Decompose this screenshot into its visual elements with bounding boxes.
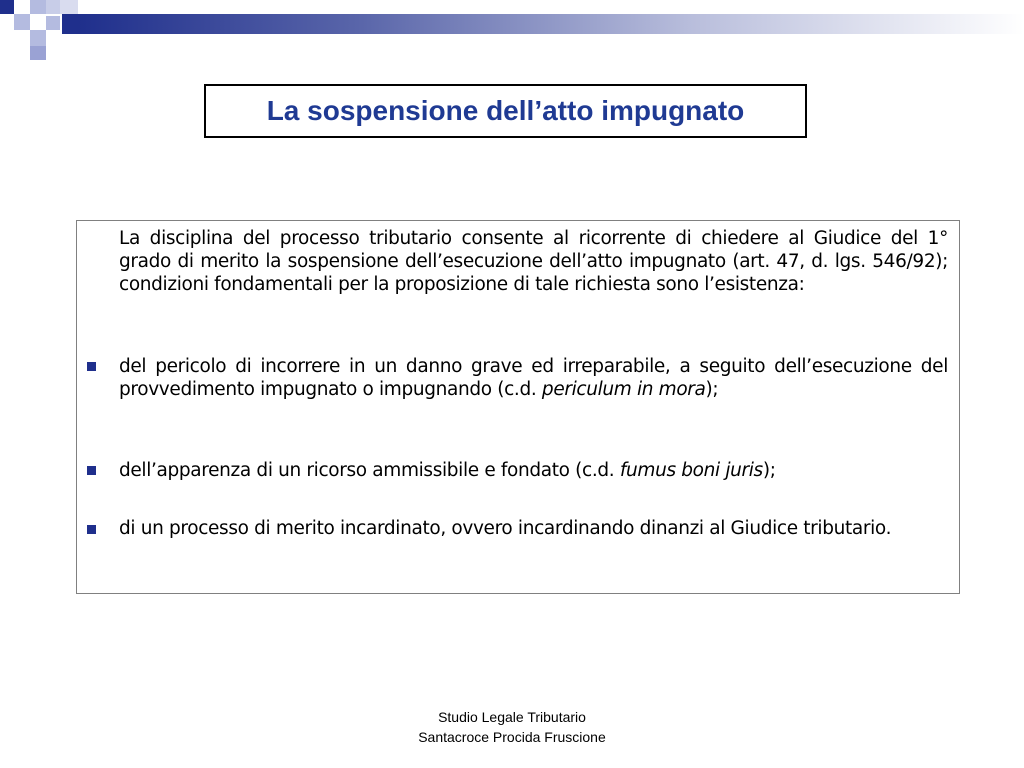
decor-square-1: [0, 0, 14, 14]
bullet-1-after: );: [705, 379, 719, 400]
footer-line-1: Studio Legale Tributario: [438, 709, 586, 725]
bullet-square-icon: [87, 466, 96, 475]
decor-square-7: [62, 14, 78, 34]
bullet-item-3: [119, 517, 948, 540]
decor-square-5: [46, 0, 60, 14]
decor-square-8: [46, 16, 60, 30]
header-gradient-bar: [78, 14, 1024, 34]
bullet-item-2: [119, 459, 948, 482]
bullet-2-after: );: [762, 460, 776, 481]
intro-paragraph: La disciplina del processo tributario consente al ricorrente di chiedere al Giudice del 1° grado di merito la sospensione dell’esecuzione dell’atto impugnato (art. 47, d. lgs. 546/92); condizioni fondamentali per la proposizione di tale richiesta sono l’esistenza:: [119, 228, 948, 295]
bullet-1-italic: periculum in mora: [541, 379, 706, 400]
bullet-3-text: di un processo di merito incardinato, ovvero incardinando dinanzi al Giudice tributario.: [119, 518, 892, 539]
decor-square-10: [14, 30, 28, 46]
footer: [380, 707, 644, 747]
bullet-square-icon: [87, 362, 96, 371]
bullet-2-italic: fumus boni juris: [619, 460, 763, 481]
footer-line-2: Santacroce Procida Fruscione: [418, 729, 606, 745]
decor-square-6: [60, 0, 78, 14]
decor-square-11: [30, 46, 46, 60]
bullet-item-1: [119, 355, 948, 401]
slide-title: La sospensione dell’atto impugnato: [266, 95, 745, 126]
decor-square-4: [30, 0, 46, 14]
content-box: [76, 220, 960, 594]
bullet-2-text: dell’apparenza di un ricorso ammissibile e fondato (c.d.: [119, 460, 620, 481]
bullet-1-text: del pericolo di incorrere in un danno grave ed irreparabile, a seguito dell’esecuzione del provvedimento impugnato o impugnando (c.d.: [119, 356, 948, 400]
decor-square-2: [14, 14, 30, 30]
decor-square-3: [14, 0, 30, 14]
title-box: [204, 84, 807, 138]
bullet-square-icon: [87, 525, 96, 534]
decor-square-9: [30, 30, 46, 46]
